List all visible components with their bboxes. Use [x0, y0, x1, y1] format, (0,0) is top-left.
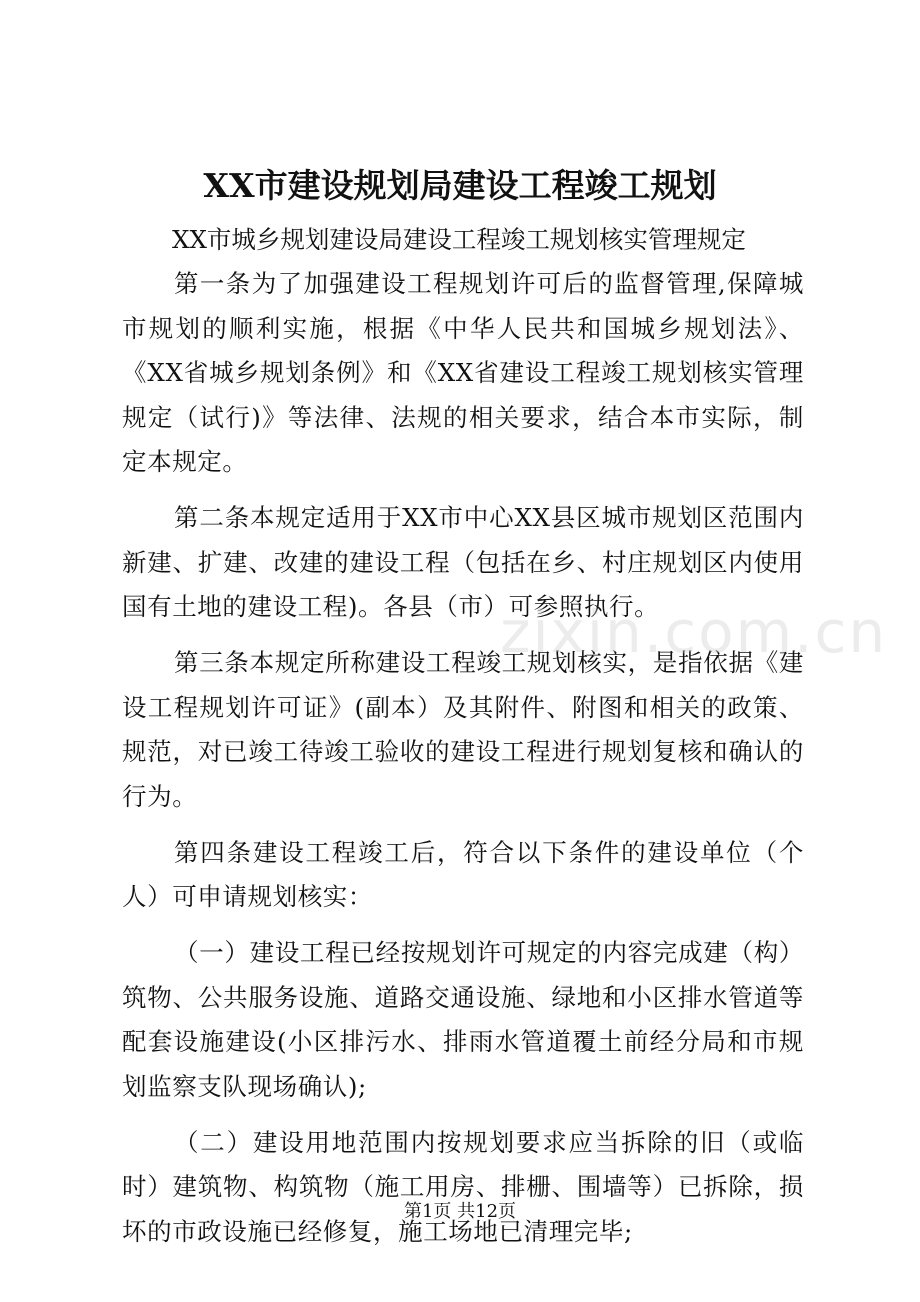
page-footer: 第1页 共12页 — [403, 1201, 517, 1222]
paragraph-item-2: （二）建设用地范围内按规划要求应当拆除的旧（或临时）建筑物、构筑物（施工用房、排栅、围墙等）已拆除，损坏的市政设施已经修复，施工场地已清理完毕; — [122, 1127, 804, 1246]
document-body — [122, 262, 804, 1266]
document-subtitle: XX市城乡规划建设局建设工程竣工规划核实管理规定 — [172, 225, 746, 254]
paragraph-article-1: 第一条为了加强建设工程规划许可后的监督管理,保障城市规划的顺利实施，根据《中华人民共和国城乡规划法》、《XX省城乡规划条例》和《XX省建设工程竣工规划核实管理规定（试行)》等法律、法规的相关要求，结合本市实际，制定本规定。 — [122, 269, 804, 476]
paragraph-article-3: 第三条本规定所称建设工程竣工规划核实，是指依据《建设工程规划许可证》(副本）及其附件、附图和相关的政策、规范，对已竣工待竣工验收的建设工程进行规划复核和确认的行为。 — [122, 648, 804, 811]
document-title: XX市建设规划局建设工程竣工规划 — [203, 166, 717, 205]
watermark: zixin.com.cn — [500, 598, 888, 666]
paragraph-article-4: 第四条建设工程竣工后，符合以下条件的建设单位（个人）可申请规划核实： — [122, 837, 804, 911]
paragraph-article-2: 第二条本规定适用于XX市中心XX县区城市规划区范围内新建、扩建、改建的建设工程（包括在乡、村庄规划区内使用国有土地的建设工程)。各县（市）可参照执行。 — [122, 503, 804, 621]
paragraph-item-1: （一）建设工程已经按规划许可规定的内容完成建（构）筑物、公共服务设施、道路交通设施、绿地和小区排水管道等配套设施建设(小区排污水、排雨水管道覆土前经分局和市规划监察支队现场确认); — [122, 938, 804, 1101]
